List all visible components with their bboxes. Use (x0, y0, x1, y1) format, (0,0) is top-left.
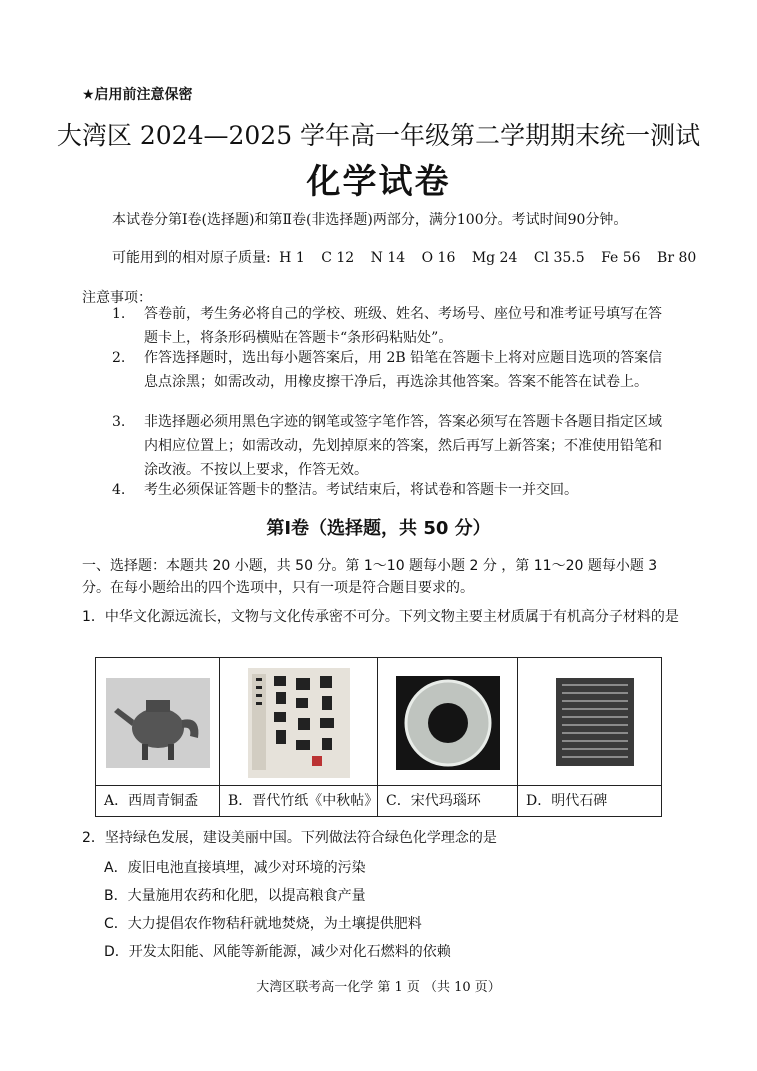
atomic-mass-item: O 16 (421, 250, 456, 266)
page-footer: 大湾区联考高一化学 第 1 页 （共 10 页） (256, 980, 501, 995)
question-1-option-table (95, 657, 662, 817)
note-number: 4. (112, 482, 126, 498)
atomic-masses (112, 247, 708, 267)
atomic-mass-item: N 14 (370, 250, 406, 266)
subject-title: 化学试卷 (306, 162, 451, 202)
question-2-option-c[interactable]: C．大力提倡农作物秸秆就地焚烧，为土壤提供肥料 (104, 916, 422, 932)
question-2-stem: 2．坚持绿色发展，建设美丽中国。下列做法符合绿色化学理念的是 (82, 830, 497, 846)
note-item (112, 410, 682, 482)
atomic-mass-item: H 1 (279, 250, 305, 266)
bronze-vessel-icon (106, 668, 209, 778)
question-2-option-d[interactable]: D．开发太阳能、风能等新能源，减少对化石燃料的依赖 (104, 944, 451, 960)
option-cell-c[interactable] (378, 658, 518, 816)
note-text: 考生必须保证答题卡的整洁。考试结束后，将试卷和答题卡一并交回。 (144, 482, 578, 498)
stone-stele-icon (528, 668, 651, 778)
atomic-mass-item: Cl 35.5 (533, 250, 585, 266)
atomic-mass-item: Br 80 (657, 250, 697, 266)
atomic-mass-item: Fe 56 (601, 250, 641, 266)
option-c-label: C．宋代玛瑙环 (378, 785, 517, 816)
option-cell-a[interactable] (96, 658, 220, 816)
option-cell-b[interactable] (220, 658, 378, 816)
calligraphy-scroll-icon (230, 668, 367, 778)
question-2-option-a[interactable]: A．废旧电池直接填埋，减少对环境的污染 (104, 860, 366, 876)
note-number: 3. (112, 414, 126, 430)
note-item (112, 346, 682, 418)
section-instruction: 一、选择题：本题共 20 小题，共 50 分。第 1～10 题每小题 2 分 ，第 11～20 题每小题 3 分。在每小题给出的四个选项中，只有一项是符合题目要求的。 (82, 558, 658, 596)
confidential-label: ★启用前注意保密 (82, 87, 193, 103)
notes-heading: 注意事项： (82, 290, 152, 306)
note-text: 答卷前，考生务必将自己的学校、班级、姓名、考场号、座位号和准考证号填写在答题卡上，将条形码横贴在答题卡“条形码粘贴处”。 (144, 306, 662, 346)
atomic-masses-label: 可能用到的相对原子质量: (112, 250, 271, 266)
question-1-stem: 1．中华文化源远流长，文物与文化传承密不可分。下列文物主要主材质属于有机高分子材料的是 (82, 609, 679, 625)
note-text: 作答选择题时，选出每小题答案后，用 2B 铅笔在答题卡上将对应题目选项的答案信息点涂黑；如需改动，用橡皮擦干净后，再选涂其他答案。答案不能答在试卷上。 (144, 350, 663, 390)
option-a-label: A．西周青铜盉 (96, 785, 219, 816)
exam-intro: 本试卷分第Ⅰ卷(选择题)和第Ⅱ卷(非选择题)两部分，满分100分。考试时间90分钟。 (112, 212, 628, 228)
exam-title: 大湾区 2024—2025 学年高一年级第二学期期末统一测试 (56, 121, 701, 150)
note-number: 2. (112, 350, 126, 366)
note-item (112, 478, 682, 502)
option-b-label: B．晋代竹纸《中秋帖》 (220, 785, 377, 816)
note-text: 非选择题必须用黑色字迹的钢笔或签字笔作答，答案必须写在答题卡各题目指定区域内相应位置上；如需改动，先划掉原来的答案，然后再写上新答案；不准使用铅笔和涂改液。不按以上要求，作答无效。 (144, 414, 662, 478)
note-item (112, 302, 682, 350)
section-title: 第Ⅰ卷（选择题，共 50 分） (266, 518, 491, 539)
atomic-mass-item: Mg 24 (471, 250, 518, 266)
atomic-mass-item: C 12 (321, 250, 355, 266)
question-2-option-b[interactable]: B．大量施用农药和化肥，以提高粮食产量 (104, 888, 366, 904)
agate-ring-icon (388, 668, 507, 778)
option-cell-d[interactable] (518, 658, 661, 816)
note-number: 1. (112, 306, 126, 322)
option-d-label: D．明代石碑 (518, 785, 661, 816)
